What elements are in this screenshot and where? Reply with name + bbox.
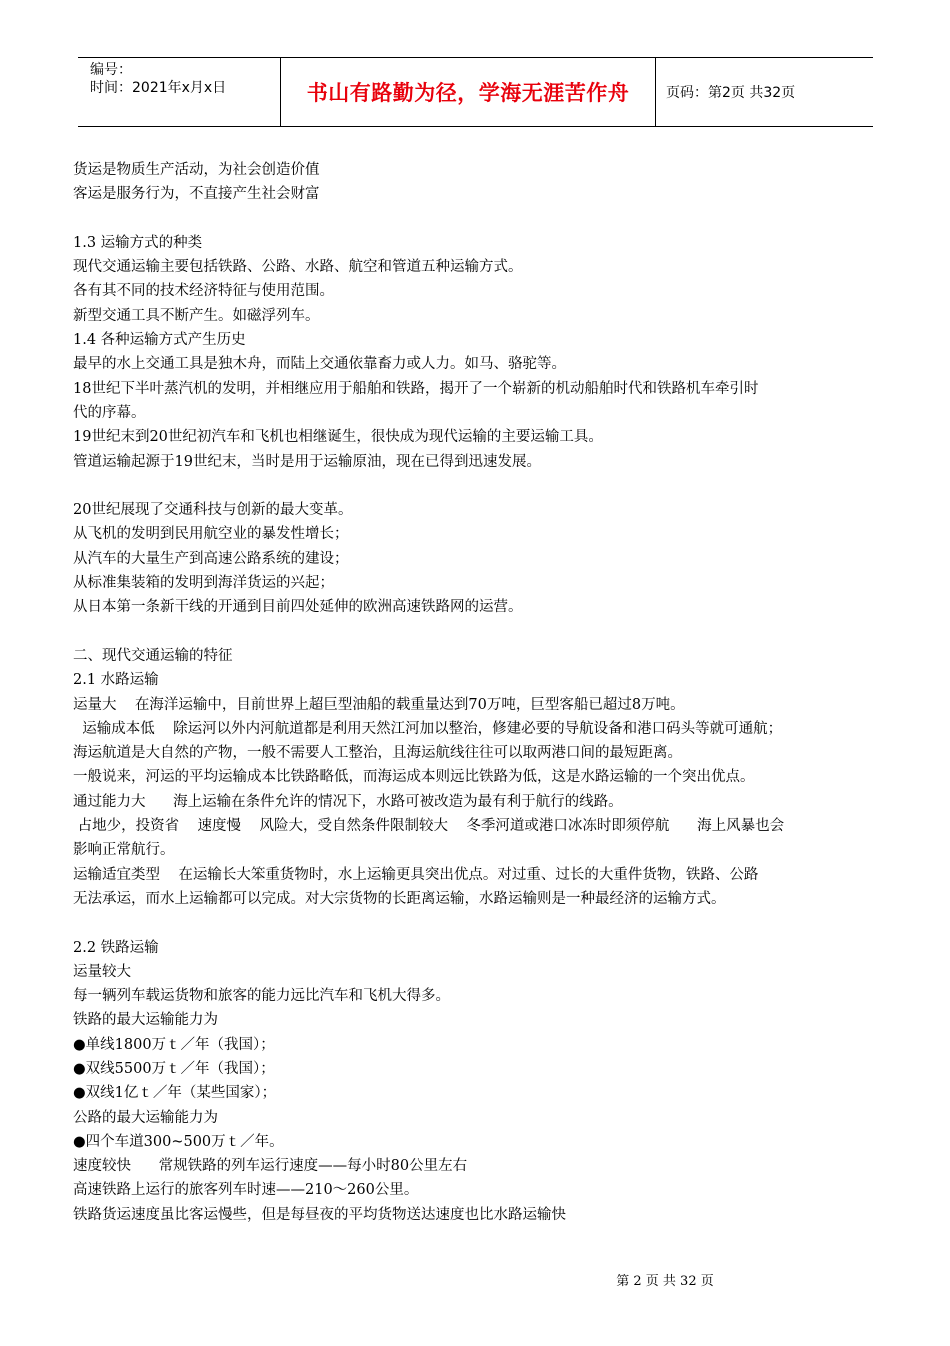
text-line: 高速铁路上运行的旅客列车时速——210～260公里。 <box>73 1182 419 1199</box>
page-footer: 第 2 页 共 32 页 <box>616 1274 714 1289</box>
text-line: ●双线1亿ｔ／年（某些国家）； <box>73 1085 277 1102</box>
text-line: 18世纪下半叶蒸汽机的发明，并相继应用于船舶和铁路，揭开了一个崭新的机动船舶时代和铁路机车牵引时 <box>73 380 759 397</box>
date-line: 时间：2021年x月x日 <box>90 80 227 96</box>
text-line: 19世纪末到20世纪初汽车和飞机也相继诞生，很快成为现代运输的主要运输工具。 <box>73 429 603 446</box>
text-line: 运输适宜类型 在运输长大笨重货物时，水上运输更具突出优点。对过重、过长的大重件货物，铁路、公路 <box>73 866 759 883</box>
text-line: 铁路的最大运输能力为 <box>73 1012 218 1029</box>
text-line: 一般说来，河运的平均运输成本比铁路略低，而海运成本则远比铁路为低，这是水路运输的一个突出优点。 <box>73 769 755 786</box>
text-line: 占地少，投资省 速度慢 风险大，受自然条件限制较大 冬季河道或港口冰冻时即须停航 海上风暴也会 <box>73 818 785 835</box>
text-line: 1.3 运输方式的种类 <box>73 234 203 251</box>
text-line: 最早的水上交通工具是独木舟，而陆上交通依靠畜力或人力。如马、骆驼等。 <box>73 356 566 373</box>
text-line: 2.1 水路运输 <box>73 672 159 689</box>
text-line: 速度较快 常规铁路的列车运行速度——每小时80公里左右 <box>73 1158 468 1175</box>
serial-label: 编号： <box>90 62 132 78</box>
text-line: 从日本第一条新干线的开通到目前四处延伸的欧洲高速铁路网的运营。 <box>73 599 523 616</box>
document-body <box>73 158 883 1227</box>
text-line: 运量大 在海洋运输中，目前世界上超巨型油船的载重量达到70万吨，巨型客船已超过8万吨。 <box>73 696 685 713</box>
text-line: 铁路货运速度虽比客运慢些，但是每昼夜的平均货物送达速度也比水路运输快 <box>73 1206 566 1223</box>
text-line: 二、现代交通运输的特征 <box>73 647 233 664</box>
text-line: 从飞机的发明到民用航空业的暴发性增长； <box>73 526 349 543</box>
text-line: 公路的最大运输能力为 <box>73 1109 218 1126</box>
text-line: 无法承运，而水上运输都可以完成。对大宗货物的长距离运输，水路运输则是一种最经济的运输方式。 <box>73 890 726 907</box>
header-page-info: 页码：第2页 共32页 <box>666 85 796 101</box>
blank-line <box>73 620 883 644</box>
blank-line <box>73 207 883 231</box>
text-line: 20世纪展现了交通科技与创新的最大变革。 <box>73 502 353 519</box>
blank-line <box>73 911 883 935</box>
text-line: 各有其不同的技术经济特征与使用范围。 <box>73 283 334 300</box>
text-line: 通过能力大 海上运输在条件允许的情况下，水路可被改造为最有利于航行的线路。 <box>73 793 623 810</box>
text-line: 海运航道是大自然的产物，一般不需要人工整治，且海运航线往往可以取两港口间的最短距离。 <box>73 745 682 762</box>
text-line: 2.2 铁路运输 <box>73 939 159 956</box>
text-line: 新型交通工具不断产生。如磁浮列车。 <box>73 307 320 324</box>
header-motto: 书山有路勤为径，学海无涯苦作舟 <box>280 58 656 126</box>
text-line: 运量较大 <box>73 963 131 980</box>
header-meta <box>78 58 280 126</box>
text-line: 从汽车的大量生产到高速公路系统的建设； <box>73 550 349 567</box>
blank-line <box>73 474 883 498</box>
text-line: 每一辆列车载运货物和旅客的能力远比汽车和飞机大得多。 <box>73 988 450 1005</box>
text-line: 1.4 各种运输方式产生历史 <box>73 332 246 349</box>
text-line: 货运是物质生产活动，为社会创造价值 <box>73 162 320 178</box>
text-line: 从标准集装箱的发明到海洋货运的兴起； <box>73 575 334 592</box>
page-header <box>78 57 873 127</box>
text-line: 运输成本低 除运河以外内河航道都是利用天然江河加以整治，修建必要的导航设备和港口码头等就可通航； <box>73 720 783 737</box>
text-line: ●四个车道300~500万ｔ／年。 <box>73 1133 284 1150</box>
text-line: 现代交通运输主要包括铁路、公路、水路、航空和管道五种运输方式。 <box>73 259 523 276</box>
text-line: ●双线5500万ｔ／年（我国）； <box>73 1060 275 1077</box>
text-line: 管道运输起源于19世纪末，当时是用于运输原油，现在已得到迅速发展。 <box>73 453 541 470</box>
text-line: ●单线1800万ｔ／年（我国）； <box>73 1036 275 1053</box>
text-line: 影响正常航行。 <box>73 842 175 859</box>
text-line: 客运是服务行为，不直接产生社会财富 <box>73 186 320 203</box>
text-line: 代的序幕。 <box>73 404 146 421</box>
